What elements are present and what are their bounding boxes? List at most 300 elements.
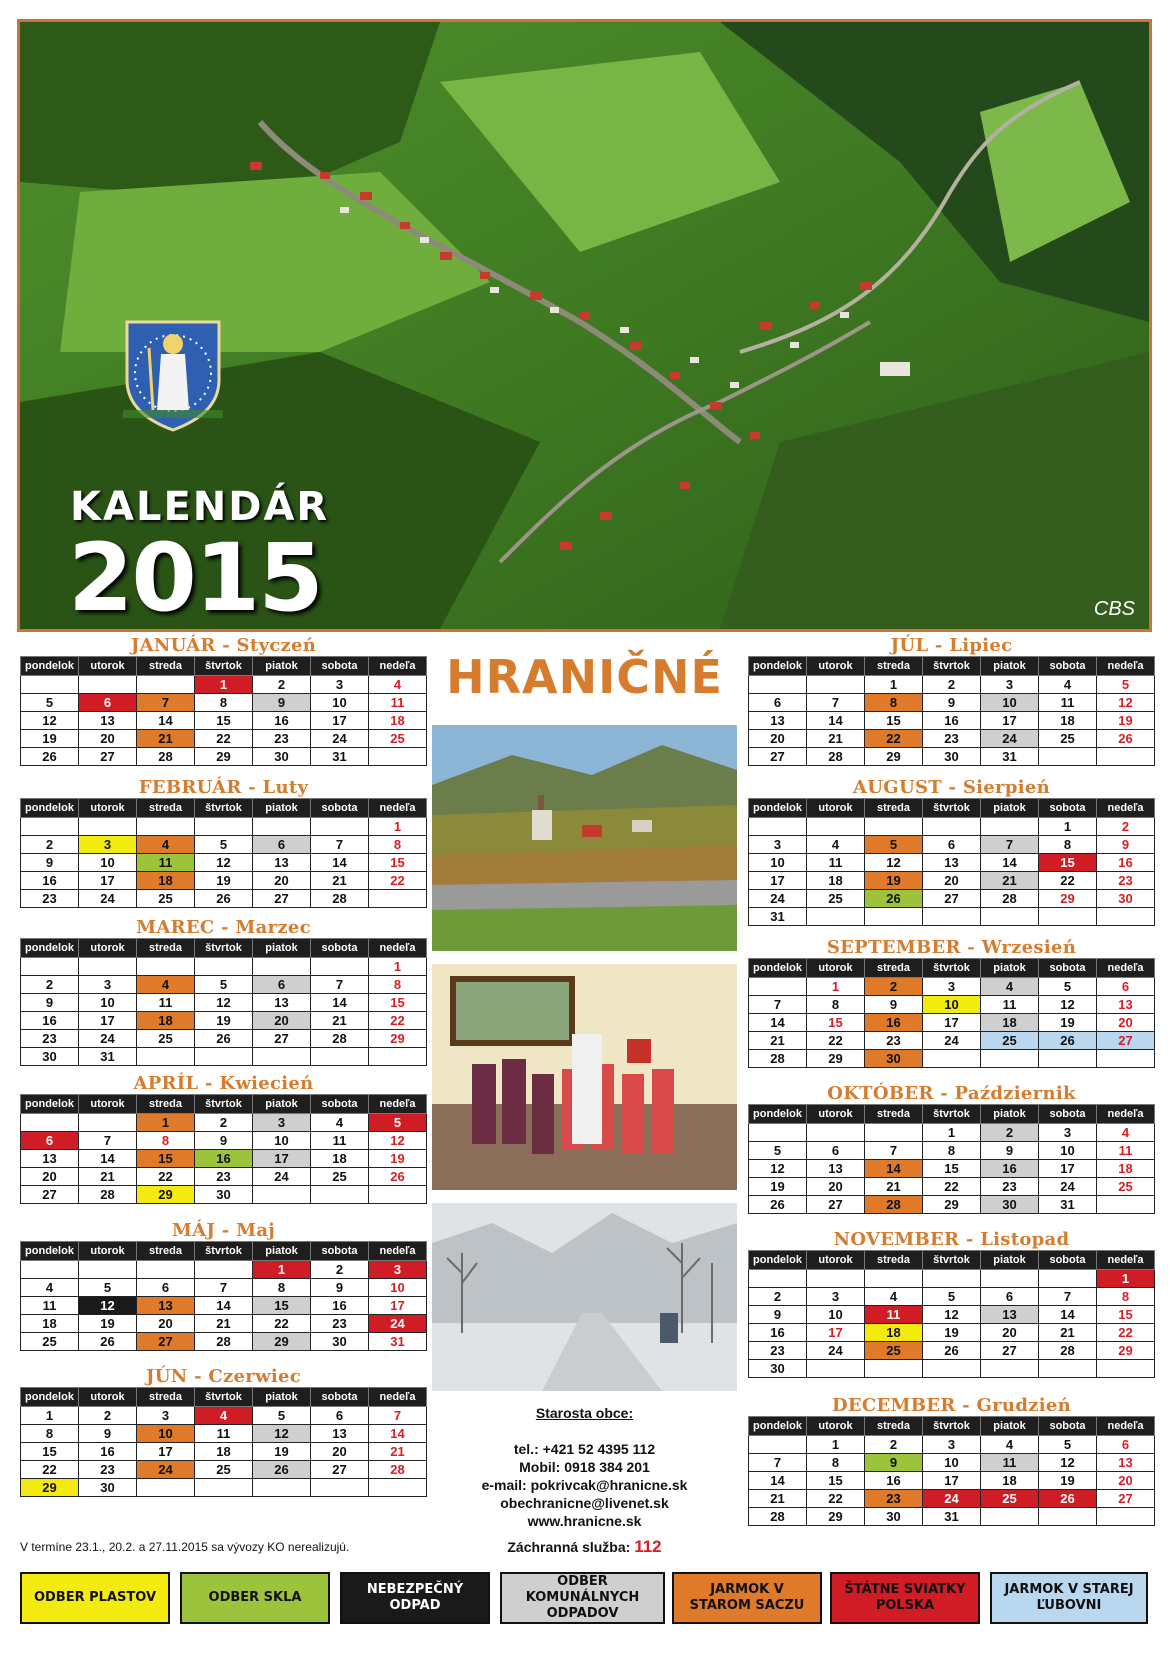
rescue-label: Záchranná služba: bbox=[507, 1539, 631, 1555]
empty-cell bbox=[137, 1479, 195, 1497]
day-cell: 25 bbox=[21, 1333, 79, 1351]
day-cell: 13 bbox=[311, 1425, 369, 1443]
day-cell: 19 bbox=[923, 1324, 981, 1342]
day-cell: 16 bbox=[311, 1297, 369, 1315]
empty-cell bbox=[1097, 1360, 1155, 1378]
day-cell: 27 bbox=[79, 748, 137, 766]
day-cell: 16 bbox=[79, 1443, 137, 1461]
day-cell: 23 bbox=[79, 1461, 137, 1479]
day-cell: 19 bbox=[749, 1178, 807, 1196]
empty-cell bbox=[311, 1048, 369, 1066]
empty-cell bbox=[865, 1360, 923, 1378]
day-cell: 5 bbox=[195, 976, 253, 994]
weekday-header: nedeľa bbox=[1097, 1251, 1155, 1270]
weekday-header: sobota bbox=[311, 799, 369, 818]
weekday-header: utorok bbox=[79, 939, 137, 958]
weekday-header: utorok bbox=[79, 1242, 137, 1261]
legend-item: ODBER SKLA bbox=[180, 1572, 330, 1624]
weekday-header: sobota bbox=[311, 1242, 369, 1261]
weekday-header: piatok bbox=[981, 1251, 1039, 1270]
day-cell: 1 bbox=[807, 978, 865, 996]
day-cell: 31 bbox=[311, 748, 369, 766]
weekday-header: utorok bbox=[79, 799, 137, 818]
day-cell: 30 bbox=[865, 1508, 923, 1526]
day-cell: 15 bbox=[1097, 1306, 1155, 1324]
weekday-header: nedeľa bbox=[369, 799, 427, 818]
month-3 bbox=[20, 918, 427, 1066]
day-cell: 26 bbox=[79, 1333, 137, 1351]
day-cell: 28 bbox=[195, 1333, 253, 1351]
day-cell: 14 bbox=[79, 1150, 137, 1168]
day-cell: 16 bbox=[981, 1160, 1039, 1178]
empty-cell bbox=[749, 676, 807, 694]
day-cell: 23 bbox=[923, 730, 981, 748]
day-cell: 13 bbox=[21, 1150, 79, 1168]
day-cell: 24 bbox=[253, 1168, 311, 1186]
day-cell: 12 bbox=[21, 712, 79, 730]
empty-cell bbox=[369, 1186, 427, 1204]
empty-cell bbox=[923, 908, 981, 926]
day-cell: 8 bbox=[369, 976, 427, 994]
empty-cell bbox=[1097, 748, 1155, 766]
day-cell: 4 bbox=[807, 836, 865, 854]
day-cell: 13 bbox=[137, 1297, 195, 1315]
day-cell: 26 bbox=[923, 1342, 981, 1360]
weekday-header: utorok bbox=[79, 657, 137, 676]
day-cell: 25 bbox=[865, 1342, 923, 1360]
day-cell: 13 bbox=[807, 1160, 865, 1178]
empty-cell bbox=[1039, 1360, 1097, 1378]
day-cell: 11 bbox=[865, 1306, 923, 1324]
day-cell: 29 bbox=[1097, 1342, 1155, 1360]
weekday-header: sobota bbox=[1039, 959, 1097, 978]
day-cell: 14 bbox=[369, 1425, 427, 1443]
month-12 bbox=[748, 1396, 1155, 1526]
day-cell: 18 bbox=[369, 712, 427, 730]
empty-cell bbox=[137, 1261, 195, 1279]
day-cell: 23 bbox=[1097, 872, 1155, 890]
weekday-header: pondelok bbox=[21, 657, 79, 676]
month-title: APRÍL - Kwiecień bbox=[133, 1073, 314, 1094]
day-cell: 27 bbox=[253, 890, 311, 908]
day-cell: 15 bbox=[369, 994, 427, 1012]
day-cell: 7 bbox=[1039, 1288, 1097, 1306]
weekday-header: pondelok bbox=[749, 1105, 807, 1124]
coat-of-arms-icon bbox=[123, 318, 223, 433]
day-cell: 25 bbox=[1039, 730, 1097, 748]
month-7 bbox=[748, 636, 1155, 766]
day-cell: 15 bbox=[1039, 854, 1097, 872]
day-cell: 8 bbox=[369, 836, 427, 854]
day-cell: 20 bbox=[311, 1443, 369, 1461]
weekday-header: streda bbox=[137, 1242, 195, 1261]
day-cell: 23 bbox=[21, 1030, 79, 1048]
empty-cell bbox=[1097, 1196, 1155, 1214]
legend-item: NEBEZPEČNÝ ODPAD bbox=[340, 1572, 490, 1624]
weekday-header: sobota bbox=[1039, 657, 1097, 676]
day-cell: 20 bbox=[981, 1324, 1039, 1342]
month-grid bbox=[20, 938, 427, 1066]
weekday-header: štvrtok bbox=[923, 657, 981, 676]
day-cell: 25 bbox=[311, 1168, 369, 1186]
empty-cell bbox=[79, 676, 137, 694]
month-grid bbox=[748, 1250, 1155, 1378]
photo-credit: CBS bbox=[1093, 598, 1135, 620]
day-cell: 4 bbox=[865, 1288, 923, 1306]
weekday-header: piatok bbox=[253, 657, 311, 676]
day-cell: 25 bbox=[981, 1490, 1039, 1508]
day-cell: 13 bbox=[981, 1306, 1039, 1324]
day-cell: 26 bbox=[253, 1461, 311, 1479]
day-cell: 28 bbox=[749, 1050, 807, 1068]
day-cell: 9 bbox=[923, 694, 981, 712]
weekday-header: nedeľa bbox=[369, 1242, 427, 1261]
empty-cell bbox=[79, 1261, 137, 1279]
day-cell: 2 bbox=[195, 1114, 253, 1132]
day-cell: 6 bbox=[749, 694, 807, 712]
day-cell: 10 bbox=[807, 1306, 865, 1324]
weekday-header: streda bbox=[865, 959, 923, 978]
day-cell: 6 bbox=[981, 1288, 1039, 1306]
empty-cell bbox=[981, 1050, 1039, 1068]
weekday-header: štvrtok bbox=[923, 799, 981, 818]
month-grid bbox=[20, 798, 427, 908]
day-cell: 29 bbox=[807, 1508, 865, 1526]
weekday-header: pondelok bbox=[21, 1095, 79, 1114]
day-cell: 3 bbox=[807, 1288, 865, 1306]
weekday-header: sobota bbox=[1039, 1105, 1097, 1124]
month-title: JÚL - Lipiec bbox=[890, 635, 1013, 656]
weekday-header: nedeľa bbox=[1097, 1417, 1155, 1436]
day-cell: 3 bbox=[981, 676, 1039, 694]
weekday-header: utorok bbox=[807, 1105, 865, 1124]
day-cell: 11 bbox=[137, 854, 195, 872]
day-cell: 11 bbox=[195, 1425, 253, 1443]
day-cell: 29 bbox=[807, 1050, 865, 1068]
month-title: FEBRUÁR - Luty bbox=[138, 777, 309, 798]
day-cell: 24 bbox=[369, 1315, 427, 1333]
day-cell: 4 bbox=[1039, 676, 1097, 694]
day-cell: 12 bbox=[1097, 694, 1155, 712]
day-cell: 14 bbox=[311, 854, 369, 872]
day-cell: 2 bbox=[865, 978, 923, 996]
day-cell: 9 bbox=[865, 996, 923, 1014]
weekday-header: pondelok bbox=[21, 1242, 79, 1261]
day-cell: 3 bbox=[1039, 1124, 1097, 1142]
day-cell: 1 bbox=[253, 1261, 311, 1279]
day-cell: 22 bbox=[807, 1490, 865, 1508]
day-cell: 19 bbox=[79, 1315, 137, 1333]
weekday-header: piatok bbox=[981, 1105, 1039, 1124]
day-cell: 21 bbox=[311, 1012, 369, 1030]
weekday-header: streda bbox=[137, 1388, 195, 1407]
day-cell: 21 bbox=[195, 1315, 253, 1333]
weekday-header: sobota bbox=[311, 657, 369, 676]
weekday-header: nedeľa bbox=[369, 939, 427, 958]
day-cell: 23 bbox=[253, 730, 311, 748]
weekday-header: sobota bbox=[311, 939, 369, 958]
month-10 bbox=[748, 1084, 1155, 1214]
empty-cell bbox=[79, 818, 137, 836]
day-cell: 14 bbox=[137, 712, 195, 730]
empty-cell bbox=[865, 908, 923, 926]
day-cell: 18 bbox=[981, 1472, 1039, 1490]
empty-cell bbox=[923, 1360, 981, 1378]
day-cell: 18 bbox=[137, 1012, 195, 1030]
day-cell: 17 bbox=[749, 872, 807, 890]
day-cell: 11 bbox=[807, 854, 865, 872]
weekday-header: nedeľa bbox=[1097, 959, 1155, 978]
day-cell: 10 bbox=[749, 854, 807, 872]
empty-cell bbox=[195, 1479, 253, 1497]
calendar-year: 2015 bbox=[68, 524, 322, 632]
day-cell: 28 bbox=[369, 1461, 427, 1479]
day-cell: 4 bbox=[1097, 1124, 1155, 1142]
day-cell: 16 bbox=[195, 1150, 253, 1168]
day-cell: 22 bbox=[21, 1461, 79, 1479]
month-9 bbox=[748, 938, 1155, 1068]
day-cell: 22 bbox=[807, 1032, 865, 1050]
day-cell: 1 bbox=[195, 676, 253, 694]
day-cell: 7 bbox=[79, 1132, 137, 1150]
month-title: AUGUST - Sierpień bbox=[853, 777, 1050, 798]
day-cell: 2 bbox=[253, 676, 311, 694]
day-cell: 29 bbox=[195, 748, 253, 766]
weekday-header: pondelok bbox=[749, 799, 807, 818]
day-cell: 6 bbox=[137, 1279, 195, 1297]
day-cell: 30 bbox=[1097, 890, 1155, 908]
empty-cell bbox=[865, 818, 923, 836]
day-cell: 10 bbox=[253, 1132, 311, 1150]
empty-cell bbox=[195, 958, 253, 976]
group-photo bbox=[432, 964, 737, 1190]
weekday-header: štvrtok bbox=[195, 1388, 253, 1407]
day-cell: 12 bbox=[865, 854, 923, 872]
day-cell: 11 bbox=[369, 694, 427, 712]
day-cell: 21 bbox=[79, 1168, 137, 1186]
day-cell: 16 bbox=[253, 712, 311, 730]
day-cell: 1 bbox=[923, 1124, 981, 1142]
day-cell: 10 bbox=[923, 1454, 981, 1472]
day-cell: 10 bbox=[79, 994, 137, 1012]
contact-mobile: Mobil: 0918 384 201 bbox=[519, 1459, 650, 1475]
day-cell: 1 bbox=[865, 676, 923, 694]
weekday-header: štvrtok bbox=[195, 939, 253, 958]
day-cell: 17 bbox=[253, 1150, 311, 1168]
day-cell: 27 bbox=[923, 890, 981, 908]
day-cell: 19 bbox=[1097, 712, 1155, 730]
day-cell: 22 bbox=[137, 1168, 195, 1186]
weekday-header: piatok bbox=[253, 1095, 311, 1114]
day-cell: 31 bbox=[749, 908, 807, 926]
day-cell: 15 bbox=[369, 854, 427, 872]
day-cell: 17 bbox=[369, 1297, 427, 1315]
weekday-header: streda bbox=[865, 1105, 923, 1124]
day-cell: 12 bbox=[253, 1425, 311, 1443]
day-cell: 7 bbox=[311, 976, 369, 994]
day-cell: 3 bbox=[923, 978, 981, 996]
empty-cell bbox=[369, 1479, 427, 1497]
day-cell: 9 bbox=[21, 854, 79, 872]
day-cell: 14 bbox=[195, 1297, 253, 1315]
day-cell: 6 bbox=[1097, 1436, 1155, 1454]
day-cell: 31 bbox=[1039, 1196, 1097, 1214]
day-cell: 13 bbox=[923, 854, 981, 872]
day-cell: 6 bbox=[923, 836, 981, 854]
month-grid bbox=[748, 1104, 1155, 1214]
day-cell: 15 bbox=[253, 1297, 311, 1315]
weekday-header: štvrtok bbox=[923, 959, 981, 978]
weekday-header: pondelok bbox=[749, 959, 807, 978]
day-cell: 20 bbox=[923, 872, 981, 890]
day-cell: 6 bbox=[253, 836, 311, 854]
day-cell: 2 bbox=[923, 676, 981, 694]
day-cell: 30 bbox=[253, 748, 311, 766]
day-cell: 7 bbox=[749, 996, 807, 1014]
day-cell: 9 bbox=[21, 994, 79, 1012]
empty-cell bbox=[195, 818, 253, 836]
empty-cell bbox=[807, 1360, 865, 1378]
empty-cell bbox=[137, 1048, 195, 1066]
day-cell: 29 bbox=[253, 1333, 311, 1351]
day-cell: 5 bbox=[79, 1279, 137, 1297]
day-cell: 10 bbox=[1039, 1142, 1097, 1160]
day-cell: 21 bbox=[369, 1443, 427, 1461]
day-cell: 8 bbox=[923, 1142, 981, 1160]
weekday-header: piatok bbox=[253, 799, 311, 818]
day-cell: 3 bbox=[137, 1407, 195, 1425]
day-cell: 18 bbox=[865, 1324, 923, 1342]
weekday-header: utorok bbox=[807, 1417, 865, 1436]
weekday-header: piatok bbox=[981, 959, 1039, 978]
day-cell: 2 bbox=[749, 1288, 807, 1306]
day-cell: 17 bbox=[311, 712, 369, 730]
day-cell: 27 bbox=[1097, 1032, 1155, 1050]
day-cell: 4 bbox=[137, 976, 195, 994]
day-cell: 3 bbox=[311, 676, 369, 694]
month-title: OKTÓBER - Październik bbox=[827, 1083, 1076, 1104]
weekday-header: piatok bbox=[981, 1417, 1039, 1436]
day-cell: 3 bbox=[253, 1114, 311, 1132]
empty-cell bbox=[1097, 1508, 1155, 1526]
empty-cell bbox=[1039, 1050, 1097, 1068]
day-cell: 8 bbox=[807, 996, 865, 1014]
day-cell: 30 bbox=[195, 1186, 253, 1204]
day-cell: 10 bbox=[79, 854, 137, 872]
day-cell: 11 bbox=[981, 996, 1039, 1014]
day-cell: 9 bbox=[195, 1132, 253, 1150]
empty-cell bbox=[749, 978, 807, 996]
empty-cell bbox=[749, 1436, 807, 1454]
day-cell: 26 bbox=[1039, 1490, 1097, 1508]
day-cell: 9 bbox=[79, 1425, 137, 1443]
day-cell: 9 bbox=[311, 1279, 369, 1297]
legend-item: JARMOK V STAROM SACZU bbox=[672, 1572, 822, 1624]
day-cell: 4 bbox=[369, 676, 427, 694]
day-cell: 9 bbox=[865, 1454, 923, 1472]
day-cell: 20 bbox=[21, 1168, 79, 1186]
empty-cell bbox=[137, 676, 195, 694]
day-cell: 6 bbox=[79, 694, 137, 712]
month-grid bbox=[20, 1094, 427, 1204]
month-grid bbox=[748, 656, 1155, 766]
day-cell: 19 bbox=[369, 1150, 427, 1168]
day-cell: 31 bbox=[923, 1508, 981, 1526]
weekday-header: nedeľa bbox=[1097, 1105, 1155, 1124]
day-cell: 19 bbox=[1039, 1014, 1097, 1032]
empty-cell bbox=[749, 1270, 807, 1288]
weekday-header: pondelok bbox=[21, 1388, 79, 1407]
day-cell: 10 bbox=[311, 694, 369, 712]
day-cell: 23 bbox=[981, 1178, 1039, 1196]
day-cell: 10 bbox=[137, 1425, 195, 1443]
month-grid bbox=[20, 1241, 427, 1351]
day-cell: 22 bbox=[865, 730, 923, 748]
day-cell: 29 bbox=[1039, 890, 1097, 908]
day-cell: 9 bbox=[749, 1306, 807, 1324]
day-cell: 12 bbox=[195, 854, 253, 872]
day-cell: 13 bbox=[1097, 1454, 1155, 1472]
day-cell: 16 bbox=[865, 1472, 923, 1490]
empty-cell bbox=[981, 1360, 1039, 1378]
day-cell: 5 bbox=[923, 1288, 981, 1306]
day-cell: 30 bbox=[21, 1048, 79, 1066]
day-cell: 27 bbox=[137, 1333, 195, 1351]
contact-email: e-mail: pokrivcak@hranicne.sk bbox=[481, 1477, 688, 1493]
winter-photo bbox=[432, 1203, 737, 1391]
day-cell: 2 bbox=[981, 1124, 1039, 1142]
day-cell: 20 bbox=[253, 1012, 311, 1030]
day-cell: 24 bbox=[923, 1032, 981, 1050]
day-cell: 11 bbox=[1097, 1142, 1155, 1160]
day-cell: 21 bbox=[137, 730, 195, 748]
day-cell: 28 bbox=[311, 890, 369, 908]
empty-cell bbox=[253, 1048, 311, 1066]
empty-cell bbox=[749, 818, 807, 836]
day-cell: 15 bbox=[807, 1472, 865, 1490]
weekday-header: piatok bbox=[253, 1242, 311, 1261]
contact-heading: Starosta obce: bbox=[535, 1405, 634, 1421]
day-cell: 19 bbox=[195, 872, 253, 890]
day-cell: 23 bbox=[749, 1342, 807, 1360]
empty-cell bbox=[311, 1479, 369, 1497]
month-2 bbox=[20, 778, 427, 908]
empty-cell bbox=[195, 1048, 253, 1066]
day-cell: 15 bbox=[195, 712, 253, 730]
month-title: JÚN - Czerwiec bbox=[145, 1366, 302, 1387]
day-cell: 2 bbox=[21, 976, 79, 994]
day-cell: 31 bbox=[981, 748, 1039, 766]
day-cell: 18 bbox=[807, 872, 865, 890]
empty-cell bbox=[311, 818, 369, 836]
day-cell: 16 bbox=[21, 872, 79, 890]
month-title: SEPTEMBER - Wrzesień bbox=[826, 937, 1077, 958]
empty-cell bbox=[981, 908, 1039, 926]
day-cell: 5 bbox=[21, 694, 79, 712]
weekday-header: pondelok bbox=[21, 939, 79, 958]
day-cell: 28 bbox=[137, 748, 195, 766]
day-cell: 12 bbox=[1039, 996, 1097, 1014]
day-cell: 23 bbox=[865, 1490, 923, 1508]
day-cell: 27 bbox=[21, 1186, 79, 1204]
weekday-header: sobota bbox=[1039, 799, 1097, 818]
day-cell: 5 bbox=[865, 836, 923, 854]
day-cell: 11 bbox=[311, 1132, 369, 1150]
day-cell: 11 bbox=[21, 1297, 79, 1315]
day-cell: 10 bbox=[369, 1279, 427, 1297]
day-cell: 28 bbox=[865, 1196, 923, 1214]
weekday-header: streda bbox=[137, 1095, 195, 1114]
